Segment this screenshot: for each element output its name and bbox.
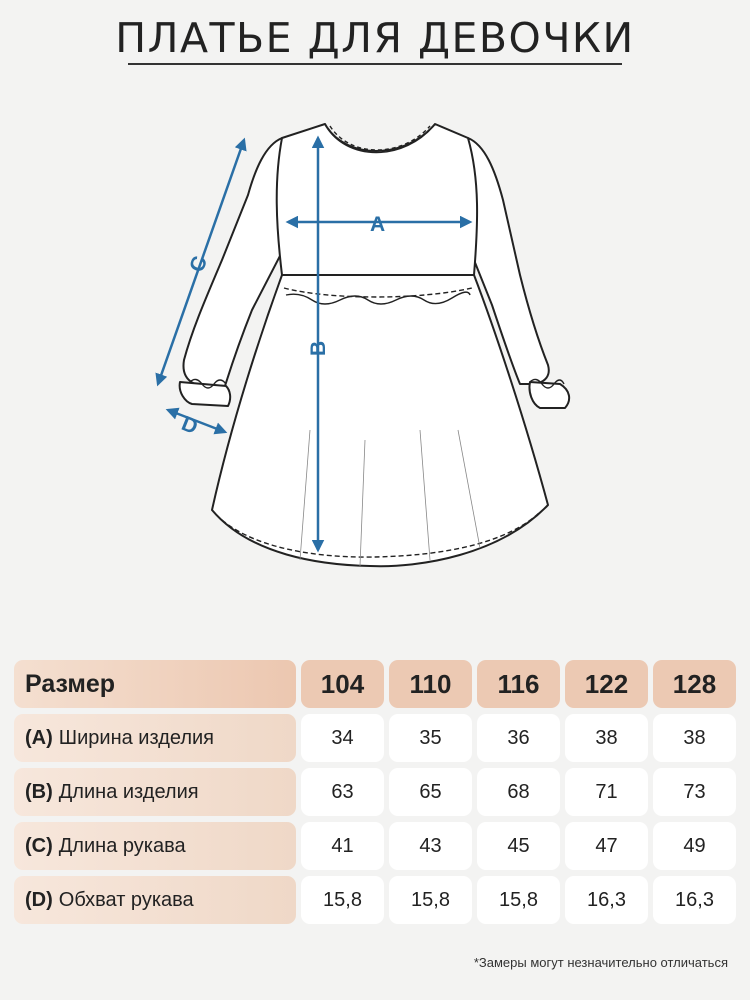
table-cell: 36 bbox=[477, 714, 560, 762]
table-cell: 49 bbox=[653, 822, 736, 870]
table-cell: 65 bbox=[389, 768, 472, 816]
table-cell: 34 bbox=[301, 714, 384, 762]
dress-illustration bbox=[140, 110, 610, 590]
size-header-label: Размер bbox=[14, 660, 296, 708]
table-cell: 16,3 bbox=[565, 876, 648, 924]
measure-b-label: B bbox=[307, 340, 330, 356]
size-110: 110 bbox=[389, 660, 472, 708]
table-cell: 63 bbox=[301, 768, 384, 816]
table-cell: 38 bbox=[565, 714, 648, 762]
table-cell: 68 bbox=[477, 768, 560, 816]
row-label bbox=[14, 768, 296, 816]
table-cell: 45 bbox=[477, 822, 560, 870]
row-label bbox=[14, 876, 296, 924]
table-cell: 38 bbox=[653, 714, 736, 762]
table-cell: 43 bbox=[389, 822, 472, 870]
table-cell: 71 bbox=[565, 768, 648, 816]
table-cell: 16,3 bbox=[653, 876, 736, 924]
row-code: (C) bbox=[25, 834, 53, 857]
row-label bbox=[14, 714, 296, 762]
table-row bbox=[14, 876, 736, 924]
size-128: 128 bbox=[653, 660, 736, 708]
table-cell: 15,8 bbox=[301, 876, 384, 924]
table-cell: 73 bbox=[653, 768, 736, 816]
left-cuff bbox=[180, 382, 231, 406]
right-cuff bbox=[529, 382, 569, 408]
page-title: ПЛАТЬЕ ДЛЯ ДЕВОЧКИ bbox=[115, 14, 635, 62]
measure-a-label: A bbox=[370, 213, 386, 236]
table-row bbox=[14, 822, 736, 870]
table-cell: 41 bbox=[301, 822, 384, 870]
table-cell: 47 bbox=[565, 822, 648, 870]
table-cell: 35 bbox=[389, 714, 472, 762]
measure-c-label: C bbox=[185, 253, 213, 276]
measure-d-label: D bbox=[178, 412, 201, 440]
size-104: 104 bbox=[301, 660, 384, 708]
row-code: (D) bbox=[25, 888, 53, 911]
row-code: (A) bbox=[25, 726, 53, 749]
row-code: (B) bbox=[25, 780, 53, 803]
bodice bbox=[277, 124, 477, 275]
row-name: Обхват рукава bbox=[58, 888, 194, 911]
row-name: Длина изделия bbox=[58, 780, 199, 803]
row-label bbox=[14, 822, 296, 870]
table-row bbox=[14, 714, 736, 762]
size-122: 122 bbox=[565, 660, 648, 708]
size-116: 116 bbox=[477, 660, 560, 708]
measurement-note: *Замеры могут незначительно отличаться bbox=[473, 955, 728, 970]
row-name: Длина рукава bbox=[58, 834, 186, 857]
row-name: Ширина изделия bbox=[58, 726, 214, 749]
size-header-row bbox=[14, 660, 736, 708]
table-cell: 15,8 bbox=[389, 876, 472, 924]
table-cell: 15,8 bbox=[477, 876, 560, 924]
table-row bbox=[14, 768, 736, 816]
title-underline bbox=[128, 63, 622, 65]
